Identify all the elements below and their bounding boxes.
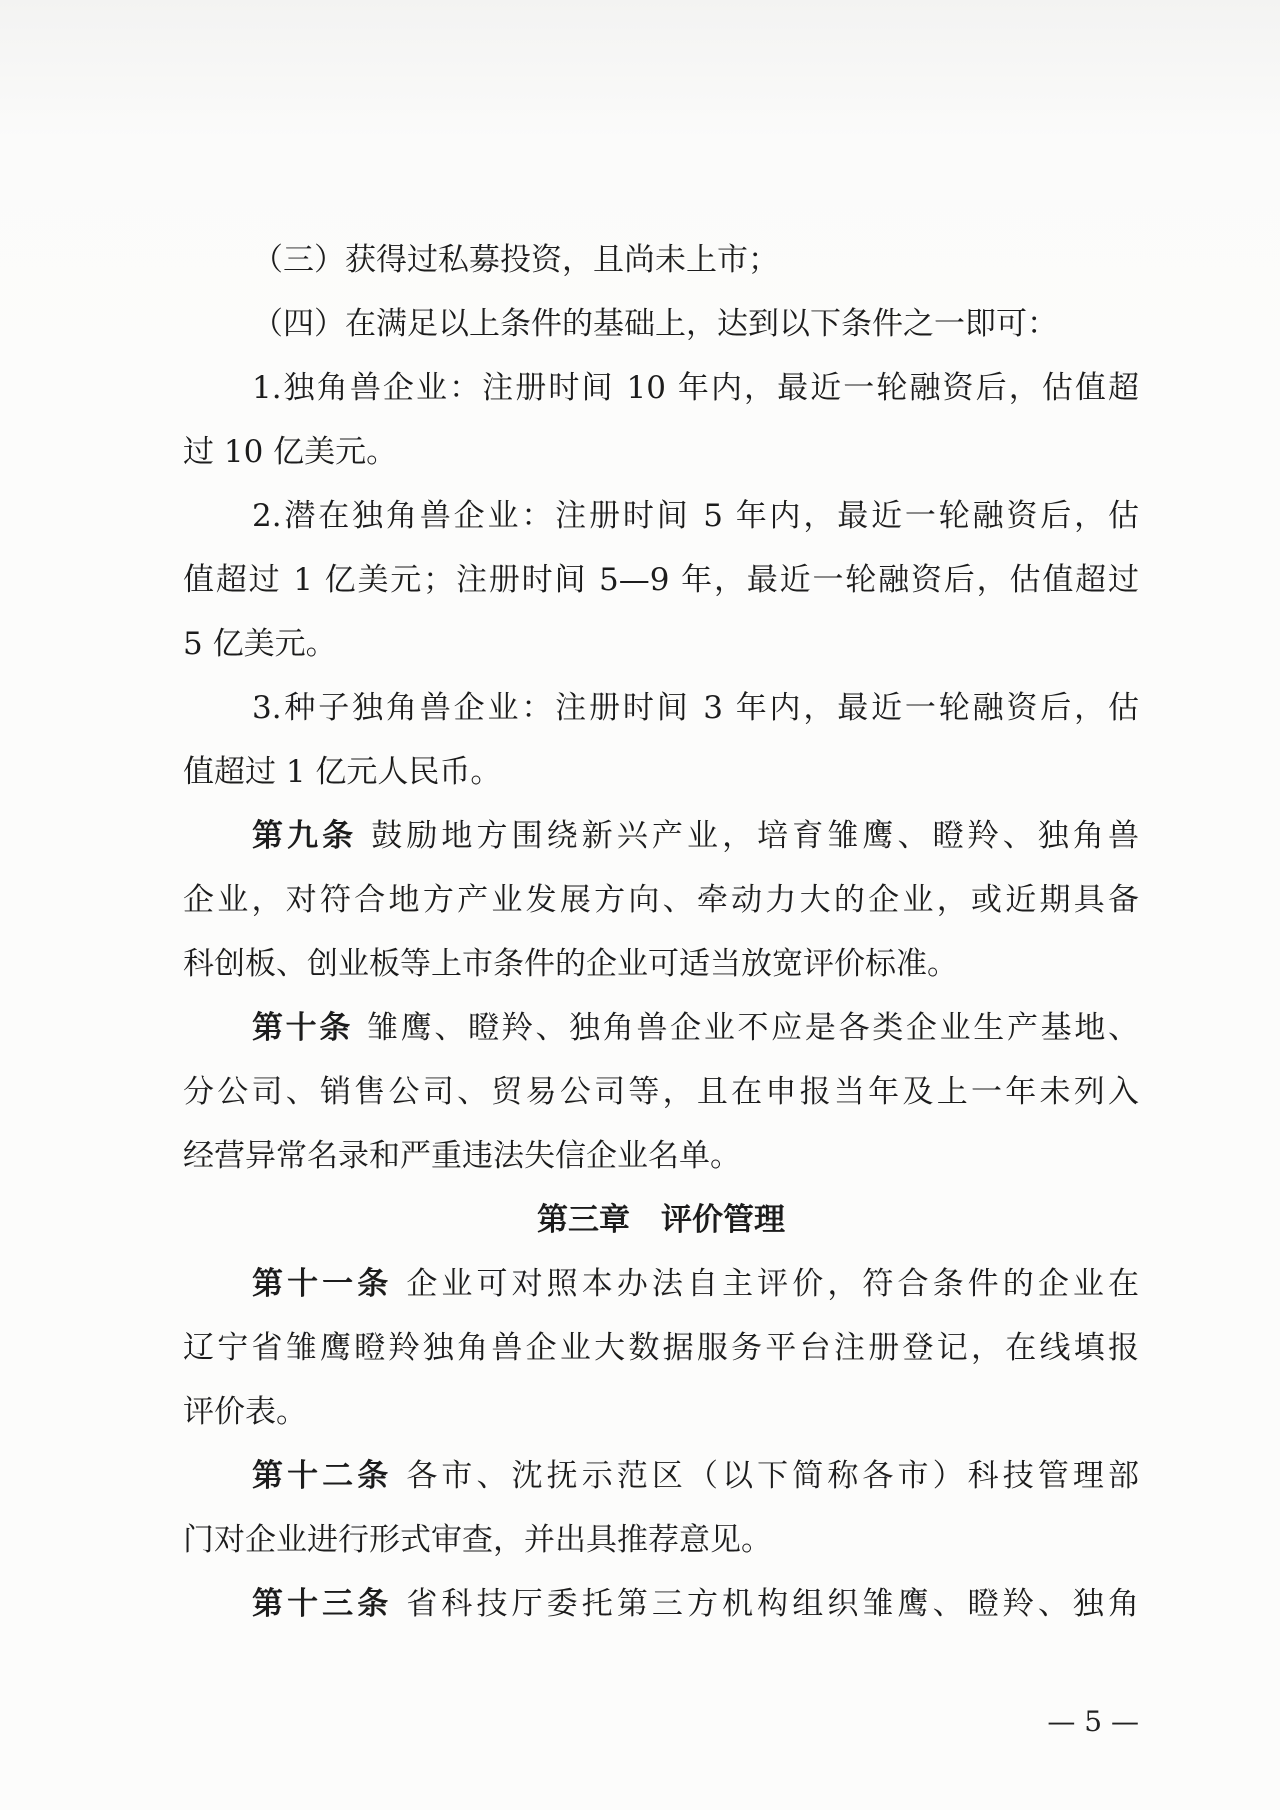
article-text: 雏鹰、瞪羚、独角兽企业不应是各类企业生产基地、 <box>367 1010 1139 1046</box>
paragraph-line: 5 亿美元。 <box>183 626 337 662</box>
paragraph-line: 辽宁省雏鹰瞪羚独角兽企业大数据服务平台注册登记，在线填报 <box>183 1330 1139 1366</box>
article-heading: 第十一条 <box>252 1266 393 1302</box>
article-11 <box>183 1252 1139 1444</box>
paragraph-line <box>183 804 1139 868</box>
paragraph-line <box>183 1252 1139 1316</box>
article-text: 鼓励地方围绕新兴产业，培育雏鹰、瞪羚、独角兽 <box>371 818 1139 854</box>
article-text: 各市、沈抚示范区（以下简称各市）科技管理部 <box>406 1458 1139 1494</box>
paragraph-line: 门对企业进行形式审查，并出具推荐意见。 <box>183 1522 772 1558</box>
document-body <box>183 228 1139 1636</box>
paragraph-line: 经营异常名录和严重违法失信企业名单。 <box>183 1138 741 1174</box>
paragraph-line: 2.潜在独角兽企业：注册时间 5 年内，最近一轮融资后，估 <box>252 498 1139 534</box>
clause-4 <box>183 292 1139 356</box>
clause-3 <box>183 228 1139 292</box>
paragraph-line: （四）在满足以上条件的基础上，达到以下条件之一即可： <box>252 306 1058 342</box>
condition-item-2 <box>183 484 1139 676</box>
paragraph-line: 企业，对符合地方产业发展方向、牵动力大的企业，或近期具备 <box>183 882 1139 918</box>
paragraph-line <box>183 1444 1139 1508</box>
condition-item-1 <box>183 356 1139 484</box>
paragraph-line <box>183 996 1139 1060</box>
article-heading: 第十二条 <box>252 1458 393 1494</box>
paragraph-line: 值超过 1 亿元人民币。 <box>183 754 502 790</box>
paragraph-line: 分公司、销售公司、贸易公司等，且在申报当年及上一年未列入 <box>183 1074 1139 1110</box>
article-heading: 第十条 <box>252 1010 354 1046</box>
article-13 <box>183 1572 1139 1636</box>
article-9 <box>183 804 1139 996</box>
page-number: — 5 — <box>1047 1705 1139 1738</box>
paragraph-line: 3.种子独角兽企业：注册时间 3 年内，最近一轮融资后，估 <box>252 690 1139 726</box>
paragraph-line <box>183 1572 1139 1636</box>
paragraph-line: 1.独角兽企业：注册时间 10 年内，最近一轮融资后，估值超 <box>252 370 1139 406</box>
chapter-title: 第三章 评价管理 <box>537 1202 785 1238</box>
article-heading: 第九条 <box>252 818 358 854</box>
paragraph-line: 值超过 1 亿美元；注册时间 5—9 年，最近一轮融资后，估值超过 <box>183 562 1139 598</box>
paragraph-line: 评价表。 <box>183 1394 307 1430</box>
article-heading: 第十三条 <box>252 1586 393 1622</box>
paragraph-line: 科创板、创业板等上市条件的企业可适当放宽评价标准。 <box>183 946 958 982</box>
article-10 <box>183 996 1139 1188</box>
article-text: 省科技厅委托第三方机构组织雏鹰、瞪羚、独角 <box>406 1586 1139 1622</box>
paragraph-line: 过 10 亿美元。 <box>183 434 398 470</box>
paragraph-line: （三）获得过私募投资，且尚未上市； <box>252 242 779 278</box>
article-12 <box>183 1444 1139 1572</box>
condition-item-3 <box>183 676 1139 804</box>
article-text: 企业可对照本办法自主评价，符合条件的企业在 <box>406 1266 1139 1302</box>
